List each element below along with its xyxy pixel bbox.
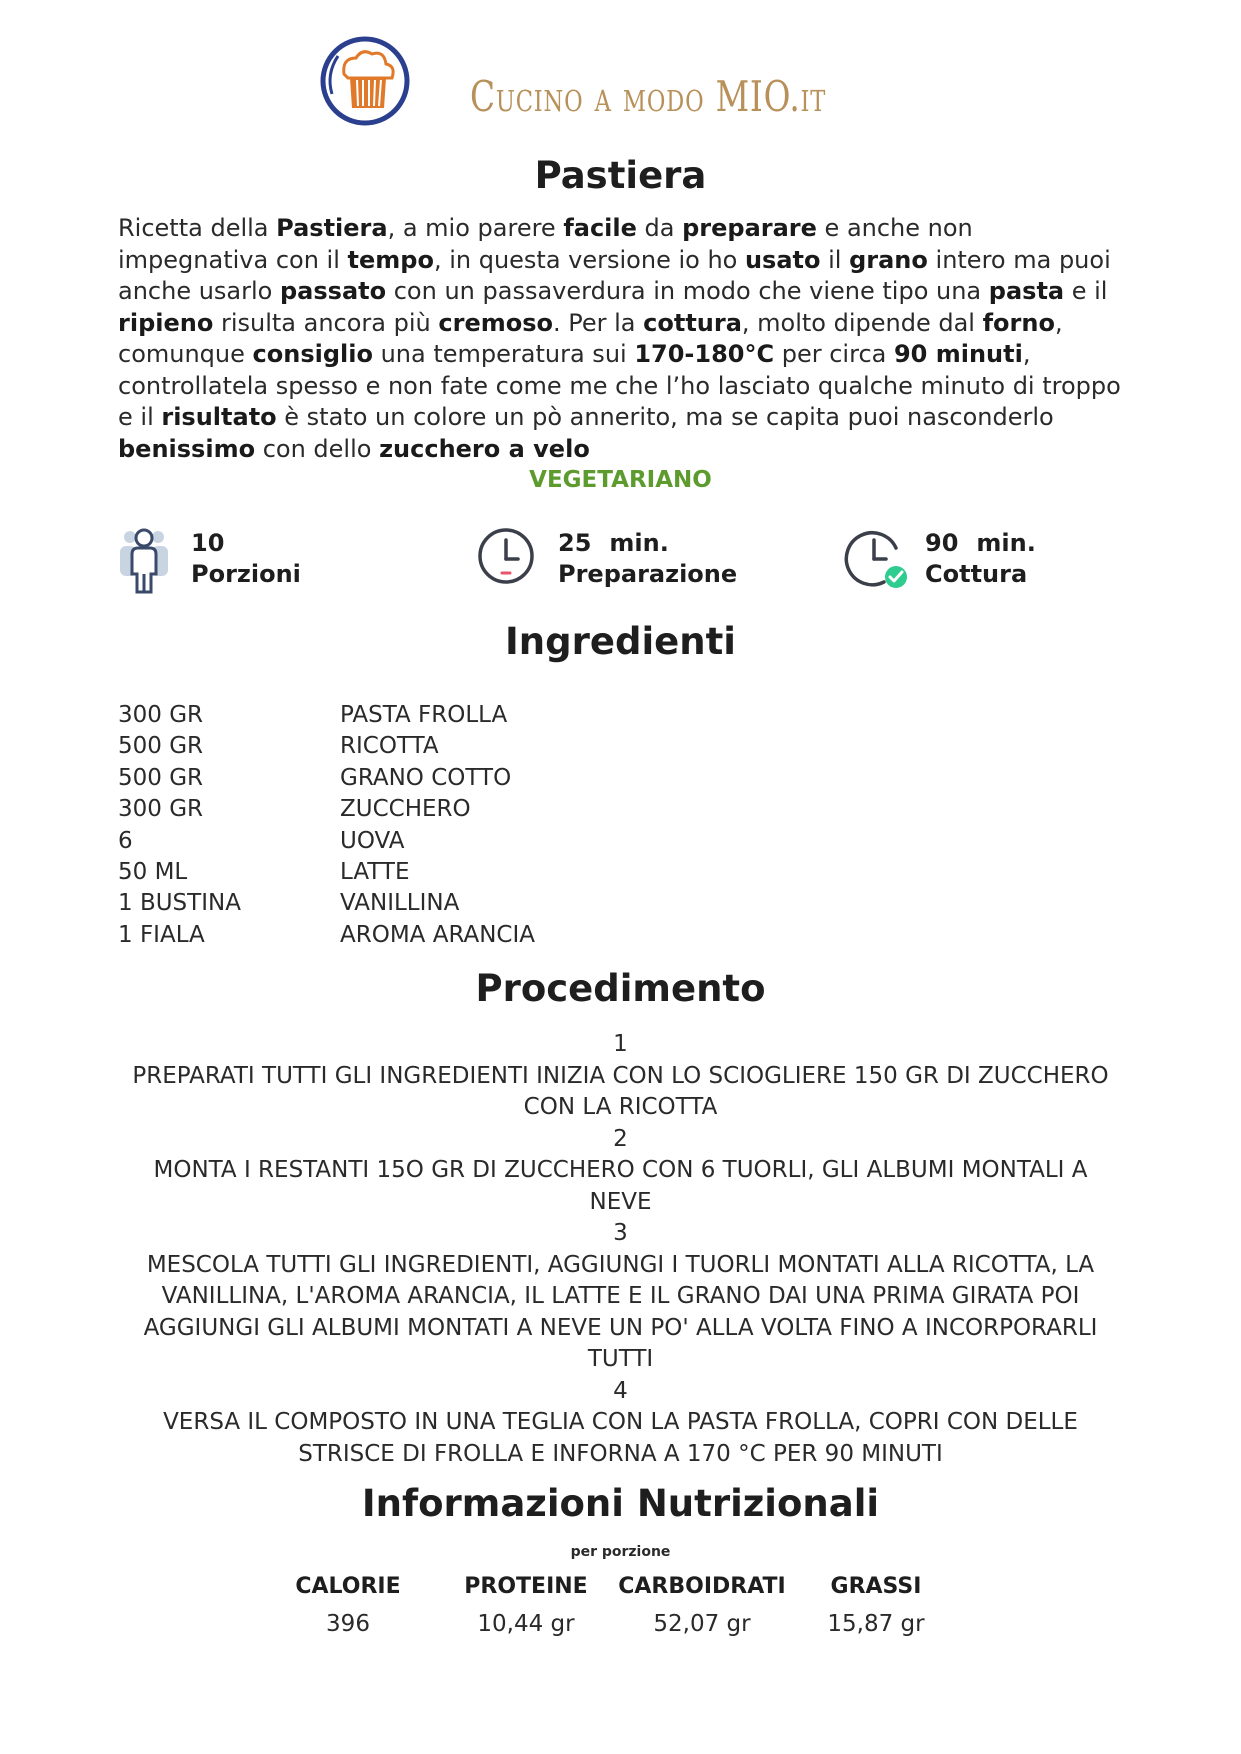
procedure-heading: Procedimento <box>475 967 766 1010</box>
procedure-steps <box>110 1029 1131 1470</box>
intro-text: , controllatela spesso e non fate come me che l’ho lasciato qualche minuto di troppo e il <box>118 340 1121 431</box>
nutrition-subheading: per porzione <box>570 1544 671 1560</box>
intro-text: una temperatura sui <box>372 340 635 368</box>
nutrition-label: GRASSI <box>830 1574 922 1599</box>
intro-bold-text: ripieno <box>118 308 214 337</box>
step-number: 1 <box>613 1031 628 1057</box>
intro-bold-text: forno <box>982 308 1055 337</box>
clock-icon <box>476 526 538 592</box>
servings-label: Porzioni <box>191 560 301 588</box>
intro-bold-text: usato <box>744 245 821 274</box>
intro-bold-text: passato <box>280 277 387 305</box>
nutrition-value: 15,87 gr <box>827 1611 925 1637</box>
nutrition-carbs <box>612 1570 792 1644</box>
servings-info <box>191 528 301 590</box>
step-text: PREPARATI TUTTI GLI INGREDIENTI INIZIA CON LO SCIOGLIERE 150 GR DI ZUCCHERO <box>132 1062 1109 1089</box>
step-number: 2 <box>613 1125 628 1152</box>
intro-bold-text: pasta <box>988 277 1065 305</box>
intro-bold-text: zucchero a velo <box>379 434 590 463</box>
intro-text: il <box>820 245 850 274</box>
ingredient-quantity: 50 ML <box>118 859 188 886</box>
step-text: VANILLINA, L'AROMA ARANCIA, IL LATTE E IL GRANO DAI UNA PRIMA GIRATA POI <box>161 1283 1080 1309</box>
nutrition-value: 10,44 gr <box>477 1611 575 1637</box>
step-number: 3 <box>613 1220 628 1246</box>
intro-bold-text: consiglio <box>252 340 373 368</box>
nutrition-label: CALORIE <box>295 1574 401 1599</box>
step-text: NEVE <box>589 1188 652 1215</box>
servings-value: 10 <box>191 529 225 557</box>
vegetarian-tag: VEGETARIANO <box>529 467 712 493</box>
intro-bold-text: 90 minuti <box>893 340 1023 368</box>
prep-label: Preparazione <box>558 560 738 588</box>
clock-check-icon <box>844 526 906 592</box>
ingredient-name: VANILLINA <box>340 890 460 917</box>
ingredient-row <box>118 731 535 762</box>
ingredient-row <box>118 763 535 794</box>
brand-logo <box>318 34 412 128</box>
ingredient-row <box>118 826 535 857</box>
recipe-intro <box>118 213 1128 465</box>
ingredient-quantity: 300 GR <box>118 796 204 823</box>
nutrition-protein <box>436 1570 616 1644</box>
ingredients-heading: Ingredienti <box>505 620 736 663</box>
nutrition-heading: Informazioni Nutrizionali <box>361 1482 880 1525</box>
intro-text: , in questa versione io ho <box>433 245 745 274</box>
ingredient-quantity: 1 BUSTINA <box>118 890 241 917</box>
prep-unit: min. <box>609 529 669 557</box>
intro-text: per circa <box>774 340 894 368</box>
ingredient-row <box>118 857 535 888</box>
ingredient-name: RICOTTA <box>340 733 439 760</box>
ingredient-quantity: 500 GR <box>118 733 204 760</box>
ingredient-name: PASTA FROLLA <box>340 702 508 728</box>
intro-text: Ricetta della <box>118 214 277 242</box>
nutrition-value: 396 <box>326 1611 370 1637</box>
nutrition-label: CARBOIDRATI <box>618 1574 786 1599</box>
ingredient-quantity: 1 FIALA <box>118 921 205 948</box>
intro-text: e il <box>1064 277 1108 305</box>
intro-text: risulta ancora più <box>213 308 439 337</box>
intro-bold-text: grano <box>849 245 928 274</box>
ingredient-quantity: 6 <box>118 827 133 854</box>
ingredient-row <box>118 794 535 825</box>
step-text: CON LA RICOTTA <box>523 1094 718 1120</box>
intro-text: , molto dipende dal <box>741 308 983 337</box>
cook-unit: min. <box>976 529 1036 557</box>
people-icon <box>118 528 180 594</box>
nutrition-label: PROTEINE <box>464 1574 588 1599</box>
step-text: MESCOLA TUTTI GLI INGREDIENTI, AGGIUNGI I TUORLI MONTATI ALLA RICOTTA, LA <box>146 1251 1095 1278</box>
ingredient-name: ZUCCHERO <box>340 796 471 823</box>
intro-bold-text: cremoso <box>438 308 553 337</box>
step-text: AGGIUNGI GLI ALBUMI MONTATI A NEVE UN PO' ALLA VOLTA FINO A INCORPORARLI <box>143 1314 1098 1341</box>
ingredient-quantity: 500 GR <box>118 764 204 791</box>
cook-label: Cottura <box>925 560 1028 588</box>
nutrition-fat <box>786 1570 966 1644</box>
intro-text: con un passaverdura in modo che viene tipo una <box>386 277 989 305</box>
intro-bold-text: risultato <box>161 403 277 431</box>
intro-bold-text: tempo <box>347 245 434 274</box>
intro-bold-text: Pastiera <box>276 214 388 242</box>
ingredient-row <box>118 700 535 731</box>
ingredient-name: GRANO COTTO <box>340 764 512 791</box>
cook-value: 90 <box>925 529 959 557</box>
step-text: VERSA IL COMPOSTO IN UNA TEGLIA CON LA PASTA FROLLA, COPRI CON DELLE <box>163 1409 1078 1435</box>
prep-value: 25 <box>558 529 592 557</box>
ingredient-row <box>118 888 535 919</box>
chef-hat-icon <box>318 34 412 128</box>
cook-info <box>925 528 1036 590</box>
intro-text: da <box>636 214 683 242</box>
intro-bold-text: 170-180°C <box>634 340 775 368</box>
ingredient-name: LATTE <box>340 859 410 886</box>
intro-text: . Per la <box>552 308 644 337</box>
intro-bold-text: facile <box>563 214 637 242</box>
step-text: MONTA I RESTANTI 15O GR DI ZUCCHERO CON 6 TUORLI, GLI ALBUMI MONTALI A <box>153 1157 1088 1183</box>
ingredient-name: AROMA ARANCIA <box>340 921 536 948</box>
step-number: 4 <box>613 1377 628 1404</box>
recipe-title: Pastiera <box>534 154 707 197</box>
intro-text: e anche non impegnativa con il <box>118 214 973 274</box>
nutrition-calories <box>258 1570 438 1644</box>
intro-text: , comunque <box>118 308 1063 368</box>
nutrition-value: 52,07 gr <box>653 1611 751 1637</box>
intro-bold-text: preparare <box>682 214 817 242</box>
intro-bold-text: cottura <box>643 308 742 337</box>
intro-text: , a mio parere <box>387 214 564 242</box>
ingredient-row <box>118 920 535 951</box>
intro-bold-text: benissimo <box>118 434 256 463</box>
step-text: STRISCE DI FROLLA E INFORNA A 170 °C PER 90 MINUTI <box>298 1440 943 1467</box>
ingredients-list <box>118 700 535 951</box>
prep-info <box>558 528 737 590</box>
intro-text: intero ma puoi anche usarlo <box>118 245 1111 305</box>
ingredient-quantity: 300 GR <box>118 702 204 728</box>
brand-name: Cucino a modo MIO.it <box>470 72 827 121</box>
step-text: TUTTI <box>587 1346 654 1372</box>
intro-text: con dello <box>255 434 380 463</box>
intro-text: è stato un colore un pò annerito, ma se capita puoi nasconderlo <box>276 403 1054 431</box>
ingredient-name: UOVA <box>340 827 405 854</box>
